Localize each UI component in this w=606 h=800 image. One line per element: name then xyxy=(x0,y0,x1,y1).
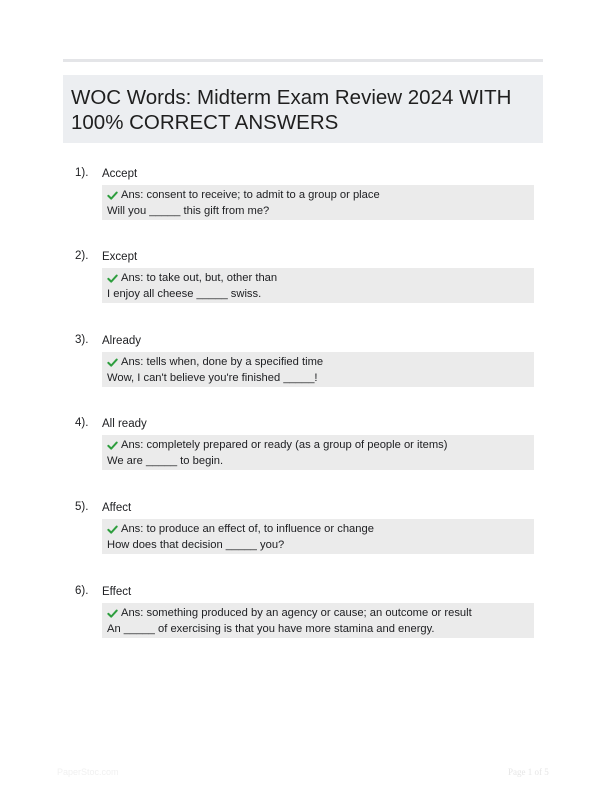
answer-text: Ans: to produce an effect of, to influence or change xyxy=(121,523,374,535)
answer-box xyxy=(102,185,534,220)
check-icon xyxy=(107,273,118,284)
check-icon xyxy=(107,190,118,201)
answer-text: Ans: tells when, done by a specified time xyxy=(121,356,324,368)
example-sentence: Wow, I can't believe you're finished _____! xyxy=(107,371,318,384)
answer-box xyxy=(102,519,534,554)
answer-text: Ans: completely prepared or ready (as a group of people or items) xyxy=(121,439,448,451)
page-number: Page 1 of 5 xyxy=(508,767,549,777)
question-number: 1). xyxy=(75,167,89,179)
question-number: 6). xyxy=(75,585,89,597)
answer-text: Ans: consent to receive; to admit to a group or place xyxy=(121,189,380,201)
watermark-text: PaperStoc.com xyxy=(57,767,119,777)
question-number: 2). xyxy=(75,250,89,262)
check-icon xyxy=(107,357,118,368)
answer-box xyxy=(102,435,534,470)
check-icon xyxy=(107,608,118,619)
check-icon xyxy=(107,440,118,451)
answer-text: Ans: something produced by an agency or cause; an outcome or result xyxy=(121,607,472,619)
example-sentence: An _____ of exercising is that you have more stamina and energy. xyxy=(107,622,435,635)
answer-box xyxy=(102,268,534,303)
example-sentence: We are _____ to begin. xyxy=(107,454,224,467)
question-number: 4). xyxy=(75,417,89,429)
answer-text: Ans: to take out, but, other than xyxy=(121,272,278,284)
question-term: Accept xyxy=(102,168,138,180)
question-term: Affect xyxy=(102,502,132,514)
document-title: WOC Words: Midterm Exam Review 2024 WITH 100% CORRECT ANSWERS xyxy=(71,86,512,134)
example-sentence: Will you _____ this gift from me? xyxy=(107,204,270,217)
answer-box xyxy=(102,352,534,387)
header-divider xyxy=(63,59,543,62)
question-term: All ready xyxy=(102,418,147,430)
question-term: Already xyxy=(102,335,141,347)
question-number: 5). xyxy=(75,501,89,513)
title-banner xyxy=(63,75,543,143)
example-sentence: I enjoy all cheese _____ swiss. xyxy=(107,287,262,300)
check-icon xyxy=(107,524,118,535)
question-number: 3). xyxy=(75,334,89,346)
question-term: Effect xyxy=(102,586,132,598)
example-sentence: How does that decision _____ you? xyxy=(107,538,285,551)
answer-box xyxy=(102,603,534,638)
question-term: Except xyxy=(102,251,138,263)
